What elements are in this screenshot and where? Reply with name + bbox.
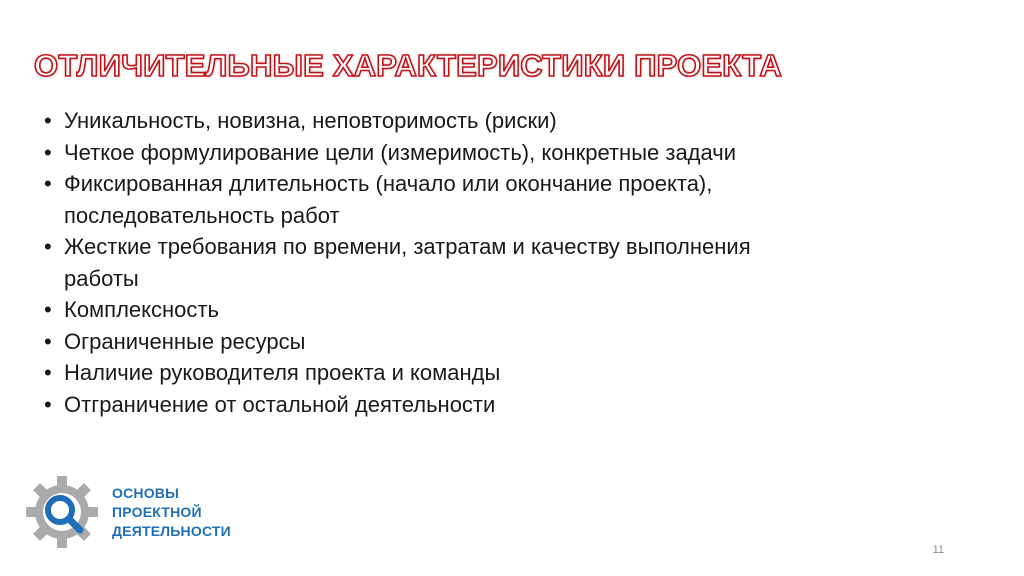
bullet-dot: • [44, 391, 52, 417]
bullet-text: Комплексность [64, 297, 219, 322]
bullet-text: Наличие руководителя проекта и команды [64, 360, 501, 385]
bullet-dot: • [44, 234, 52, 259]
slide-title: ОТЛИЧИТЕЛЬНЫЕ ХАРАКТЕРИСТИКИ ПРОЕКТА [34, 48, 782, 83]
bullet-list [42, 105, 922, 420]
bullet-item [42, 294, 922, 326]
gear-magnifier-icon [24, 474, 100, 550]
bullet-item [42, 326, 922, 358]
page-number: 11 [932, 544, 944, 556]
logo-line-2: ПРОЕКТНОЙ [112, 504, 202, 520]
bullet-item [42, 137, 824, 169]
bullet-text: Ограниченные ресурсы [64, 328, 306, 354]
bullet-item [42, 105, 922, 137]
logo-text [112, 484, 231, 541]
bullet-dot: • [44, 360, 52, 385]
bullet-text: Отграничение от остальной деятельности [64, 391, 496, 417]
logo-line-1: ОСНОВЫ [112, 485, 180, 501]
bullet-text: Четкое формулирование цели (измеримость), конкретные задачи [64, 139, 737, 165]
bullet-item [42, 231, 794, 294]
bullet-item [42, 389, 922, 421]
bullet-dot: • [44, 139, 52, 165]
logo-line-3: ДЕЯТЕЛЬНОСТИ [112, 523, 231, 539]
bullet-dot: • [44, 108, 52, 133]
bullet-text: Уникальность, новизна, неповторимость (риски) [64, 108, 557, 133]
bullet-dot: • [44, 297, 52, 322]
bullet-dot: • [44, 171, 52, 196]
bullet-text: Жесткие требования по времени, затратам и качеству выполнения работы [64, 234, 751, 291]
bullet-item [42, 357, 922, 389]
bullet-text: Фиксированная длительность (начало или окончание проекта), последовательность работ [64, 171, 713, 228]
bullet-item [42, 168, 922, 231]
bullet-dot: • [44, 328, 52, 354]
